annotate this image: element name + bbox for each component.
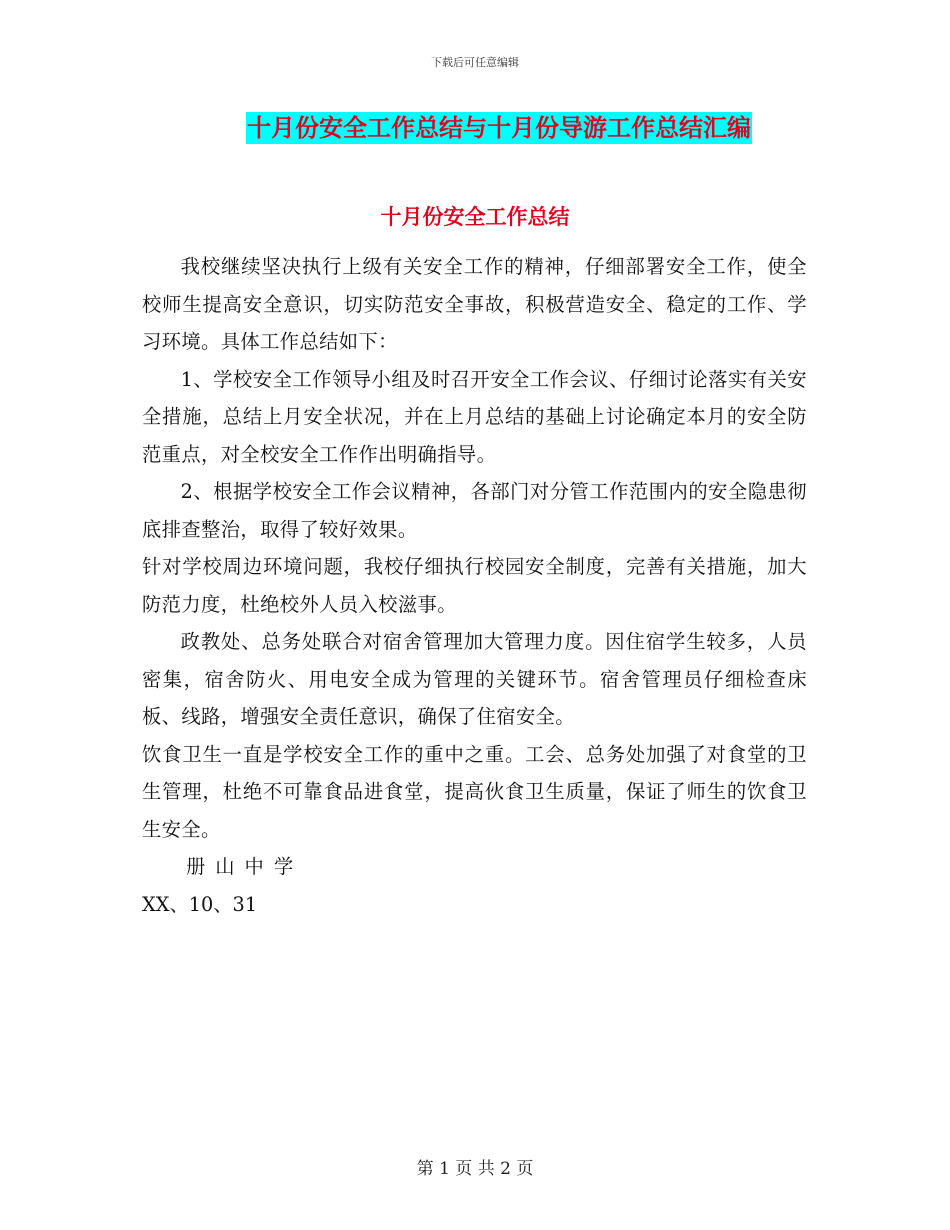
paragraph-item-2: 2、根据学校安全工作会议精神，各部门对分管工作范围内的安全隐患彻底排查整治，取得了较好效果。 [142,480,807,541]
document-date: XX、10、31 [142,892,258,916]
paragraph-dormitory: 政教处、总务处联合对宿舍管理加大管理力度。因住宿学生较多，人员密集，宿舍防火、用电安全成为管理的关键环节。宿舍管理员仔细检查床板、线路，增强安全责任意识，确保了住宿安全。 [142,630,807,728]
paragraph-intro: 我校继续坚决执行上级有关安全工作的精神，仔细部署安全工作，使全校师生提高安全意识，切实防范安全事故，积极营造安全、稳定的工作、学习环境。具体工作总结如下： [142,255,807,353]
section-title: 十月份安全工作总结 [380,205,570,229]
paragraph-surroundings: 针对学校周边环境问题，我校仔细执行校园安全制度，完善有关措施，加大防范力度，杜绝校外人员入校滋事。 [142,555,807,616]
document-title: 十月份安全工作总结与十月份导游工作总结汇编 [247,114,751,142]
paragraph-item-1: 1、学校安全工作领导小组及时召开安全工作会议、仔细讨论落实有关安全措施，总结上月安全状况，并在上月总结的基础上讨论确定本月的安全防范重点，对全校安全工作作出明确指导。 [142,367,807,466]
document-title-container [0,112,950,144]
signature: 册山中学 [186,855,304,878]
document-body [142,248,807,923]
page-number-footer: 第 1 页 共 2 页 [416,1159,534,1179]
paragraph-food-safety: 饮食卫生一直是学校安全工作的重中之重。工会、总务处加强了对食堂的卫生管理，杜绝不可靠食品进食堂，提高伙食卫生质量，保证了师生的饮食卫生安全。 [142,742,807,841]
page-header-note: 下载后可任意编辑 [431,56,519,69]
